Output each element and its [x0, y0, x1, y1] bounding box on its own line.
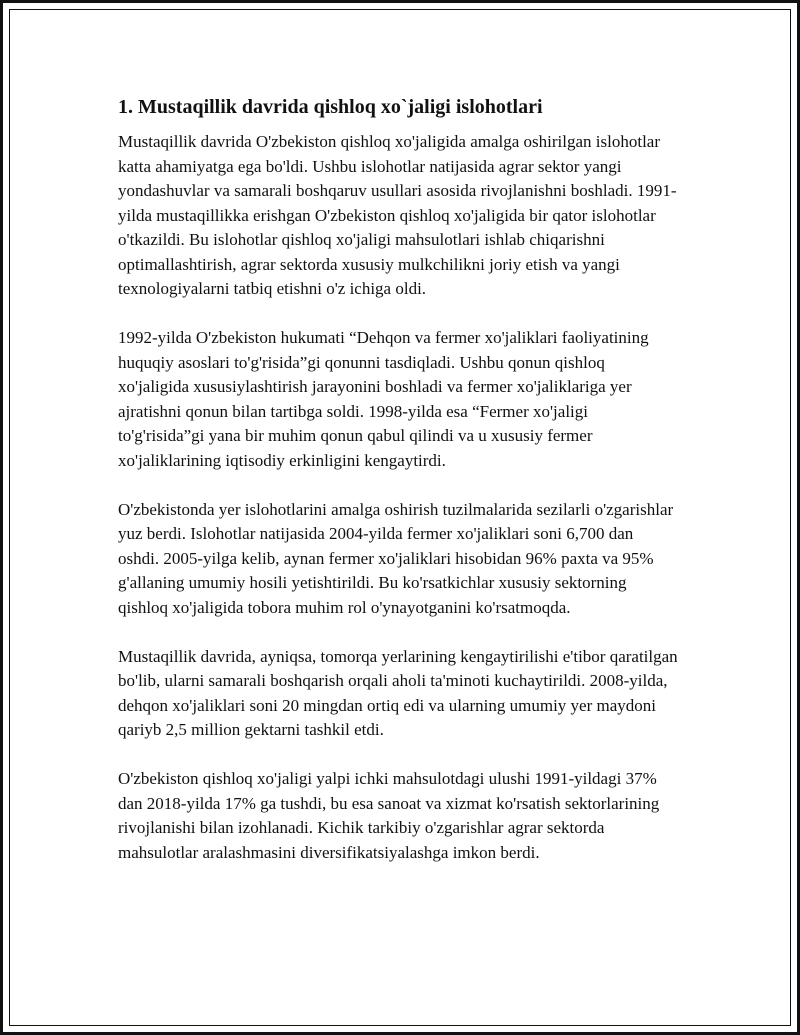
paragraph-5: O'zbekiston qishloq xo'jaligi yalpi ichki mahsulotdagi ulushi 1991-yildagi 37% dan 2018-yilda 17% ga tushdi, bu esa sanoat va xizmat ko'rsatish sektorlarining rivojlanishi bilan izohlanadi. Kichik tarkibiy o'zgarishlar agrar sektorda mahsulotlar aralashmasini diversifikatsiyalashga imkon berdi.	[118, 769, 660, 862]
document-body	[118, 94, 678, 890]
paragraph-1: Mustaqillik davrida O'zbekiston qishloq xo'jaligida amalga oshirilgan islohotlar katta ahamiyatga ega bo'ldi. Ushbu islohotlar natijasida agrar sektor yangi yondashuvlar va samarali boshqaruv usullari asosida rivojlanishni boshladi. 1991-yilda mustaqillikka erishgan O'zbekiston qishloq xo'jaligida bir qator islohotlar o'tkazildi. Bu islohotlar qishloq xo'jaligi mahsulotlari ishlab chiqarishni optimallashtirish, agrar sektorda xususiy mulkchilikni joriy etish va yangi texnologiyalarni tatbiq etishni o'z ichiga oldi.	[118, 132, 677, 298]
paragraph-2: 1992-yilda O'zbekiston hukumati “Dehqon va fermer xo'jaliklari faoliyatining huquqiy asoslari to'g'risida”gi qonunni tasdiqladi. Ushbu qonun qishloq xo'jaligida xususiylashtirish jarayonini boshladi va fermer xo'jaliklariga yer ajratishni qonun bilan tartibga soldi. 1998-yilda esa “Fermer xo'jaligi to'g'risida”gi yana bir muhim qonun qabul qilindi va u xususiy fermer xo'jaliklarining iqtisodiy erkinligini kengaytirdi.	[118, 328, 649, 470]
paragraph-3: O'zbekistonda yer islohotlarini amalga oshirish tuzilmalarida sezilarli o'zgarishlar yuz berdi. Islohotlar natijasida 2004-yilda fermer xo'jaliklari soni 6,700 dan oshdi. 2005-yilga kelib, aynan fermer xo'jaliklari hisobidan 96% paxta va 95% g'allaning umumiy hosili yetishtirildi. Bu ko'rsatkichlar xususiy sektorning qishloq xo'jaligida tobora muhim rol o'ynayotganini ko'rsatmoqda.	[118, 499, 674, 617]
paragraph-4: Mustaqillik davrida, ayniqsa, tomorqa yerlarining kengaytirilishi e'tibor qaratilgan bo'lib, ularni samarali boshqarish orqali aholi ta'minoti kuchaytirildi. 2008-yilda, dehqon xo'jaliklari soni 20 mingdan ortiq edi va ularning umumiy yer maydoni qariyb 2,5 million gektarni tashkil etdi.	[118, 646, 678, 739]
section-heading: 1. Mustaqillik davrida qishloq xo`jaligi islohotlari	[118, 96, 543, 118]
